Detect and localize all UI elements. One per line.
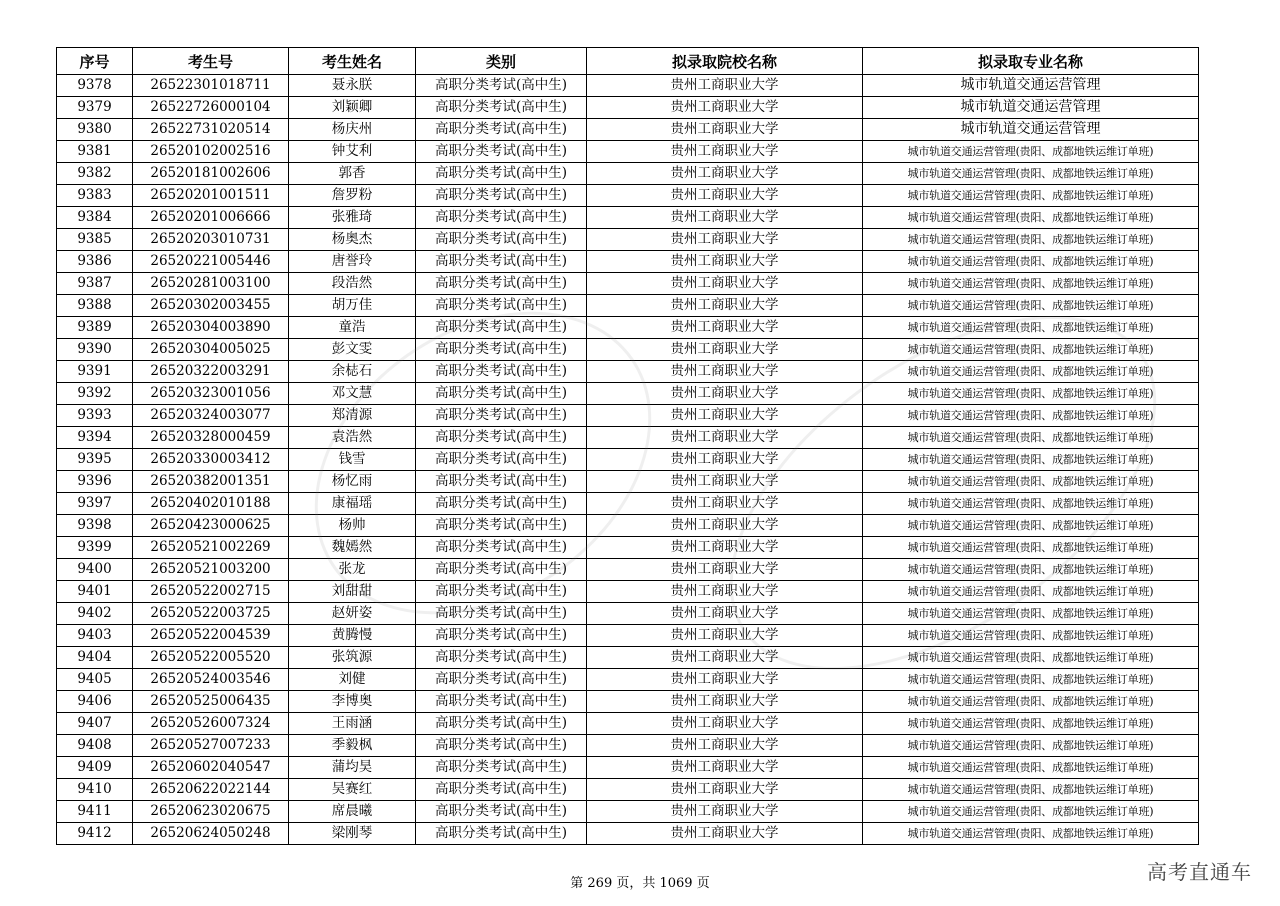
cell-school: 贵州工商职业大学 xyxy=(587,251,863,273)
cell-category: 高职分类考试(高中生) xyxy=(416,317,587,339)
cell-major: 城市轨道交通运营管理(贵阳、成都地铁运维订单班) xyxy=(863,493,1199,515)
cell-school: 贵州工商职业大学 xyxy=(587,273,863,295)
cell-school: 贵州工商职业大学 xyxy=(587,427,863,449)
table-row xyxy=(57,603,1199,625)
table-row xyxy=(57,801,1199,823)
cell-name: 魏嫣然 xyxy=(289,537,416,559)
cell-school: 贵州工商职业大学 xyxy=(587,185,863,207)
table-row xyxy=(57,669,1199,691)
cell-exam-id: 26520522004539 xyxy=(133,625,289,647)
cell-major: 城市轨道交通运营管理(贵阳、成都地铁运维订单班) xyxy=(863,427,1199,449)
cell-seq: 9402 xyxy=(57,603,133,625)
cell-seq: 9398 xyxy=(57,515,133,537)
cell-category: 高职分类考试(高中生) xyxy=(416,339,587,361)
table-row xyxy=(57,207,1199,229)
cell-seq: 9401 xyxy=(57,581,133,603)
cell-name: 席晨曦 xyxy=(289,801,416,823)
table-row xyxy=(57,75,1199,97)
cell-school: 贵州工商职业大学 xyxy=(587,779,863,801)
cell-seq: 9405 xyxy=(57,669,133,691)
header-school: 拟录取院校名称 xyxy=(587,48,863,75)
cell-category: 高职分类考试(高中生) xyxy=(416,383,587,405)
cell-school: 贵州工商职业大学 xyxy=(587,801,863,823)
cell-school: 贵州工商职业大学 xyxy=(587,317,863,339)
cell-major: 城市轨道交通运营管理(贵阳、成都地铁运维订单班) xyxy=(863,405,1199,427)
cell-major: 城市轨道交通运营管理(贵阳、成都地铁运维订单班) xyxy=(863,383,1199,405)
cell-major: 城市轨道交通运营管理(贵阳、成都地铁运维订单班) xyxy=(863,229,1199,251)
cell-major: 城市轨道交通运营管理 xyxy=(863,75,1199,97)
cell-school: 贵州工商职业大学 xyxy=(587,207,863,229)
cell-major: 城市轨道交通运营管理(贵阳、成都地铁运维订单班) xyxy=(863,669,1199,691)
cell-name: 李博奥 xyxy=(289,691,416,713)
cell-seq: 9403 xyxy=(57,625,133,647)
cell-exam-id: 26520521002269 xyxy=(133,537,289,559)
table-row xyxy=(57,493,1199,515)
cell-category: 高职分类考试(高中生) xyxy=(416,97,587,119)
cell-major: 城市轨道交通运营管理(贵阳、成都地铁运维订单班) xyxy=(863,295,1199,317)
cell-name: 张筑源 xyxy=(289,647,416,669)
cell-major: 城市轨道交通运营管理(贵阳、成都地铁运维订单班) xyxy=(863,581,1199,603)
cell-exam-id: 26520304003890 xyxy=(133,317,289,339)
cell-major: 城市轨道交通运营管理(贵阳、成都地铁运维订单班) xyxy=(863,361,1199,383)
cell-name: 刘健 xyxy=(289,669,416,691)
table-row xyxy=(57,273,1199,295)
table-row xyxy=(57,757,1199,779)
cell-exam-id: 26520302003455 xyxy=(133,295,289,317)
table-row xyxy=(57,405,1199,427)
cell-category: 高职分类考试(高中生) xyxy=(416,801,587,823)
admission-table-container xyxy=(56,47,1198,845)
cell-exam-id: 26520526007324 xyxy=(133,713,289,735)
cell-major: 城市轨道交通运营管理(贵阳、成都地铁运维订单班) xyxy=(863,559,1199,581)
cell-name: 彭文雯 xyxy=(289,339,416,361)
cell-name: 王雨涵 xyxy=(289,713,416,735)
cell-category: 高职分类考试(高中生) xyxy=(416,119,587,141)
cell-seq: 9380 xyxy=(57,119,133,141)
cell-seq: 9399 xyxy=(57,537,133,559)
cell-exam-id: 26520281003100 xyxy=(133,273,289,295)
cell-exam-id: 26520521003200 xyxy=(133,559,289,581)
table-row xyxy=(57,97,1199,119)
table-row xyxy=(57,581,1199,603)
cell-name: 郭香 xyxy=(289,163,416,185)
cell-name: 聂永朕 xyxy=(289,75,416,97)
cell-category: 高职分类考试(高中生) xyxy=(416,713,587,735)
cell-name: 杨奥杰 xyxy=(289,229,416,251)
cell-name: 袁浩然 xyxy=(289,427,416,449)
cell-school: 贵州工商职业大学 xyxy=(587,691,863,713)
table-row xyxy=(57,185,1199,207)
cell-seq: 9379 xyxy=(57,97,133,119)
cell-category: 高职分类考试(高中生) xyxy=(416,295,587,317)
cell-name: 张雅琦 xyxy=(289,207,416,229)
cell-exam-id: 26520330003412 xyxy=(133,449,289,471)
cell-exam-id: 26520402010188 xyxy=(133,493,289,515)
cell-category: 高职分类考试(高中生) xyxy=(416,691,587,713)
cell-category: 高职分类考试(高中生) xyxy=(416,559,587,581)
cell-major: 城市轨道交通运营管理(贵阳、成都地铁运维订单班) xyxy=(863,537,1199,559)
cell-school: 贵州工商职业大学 xyxy=(587,97,863,119)
cell-major: 城市轨道交通运营管理(贵阳、成都地铁运维订单班) xyxy=(863,801,1199,823)
page-footer: 第 269 页，共 1069 页 xyxy=(570,876,710,891)
cell-seq: 9383 xyxy=(57,185,133,207)
cell-school: 贵州工商职业大学 xyxy=(587,141,863,163)
cell-seq: 9393 xyxy=(57,405,133,427)
table-row xyxy=(57,361,1199,383)
table-row xyxy=(57,339,1199,361)
cell-name: 康福瑶 xyxy=(289,493,416,515)
cell-school: 贵州工商职业大学 xyxy=(587,647,863,669)
table-row xyxy=(57,449,1199,471)
cell-name: 胡万佳 xyxy=(289,295,416,317)
cell-school: 贵州工商职业大学 xyxy=(587,713,863,735)
cell-school: 贵州工商职业大学 xyxy=(587,295,863,317)
cell-exam-id: 26520221005446 xyxy=(133,251,289,273)
table-row xyxy=(57,471,1199,493)
cell-school: 贵州工商职业大学 xyxy=(587,119,863,141)
cell-category: 高职分类考试(高中生) xyxy=(416,647,587,669)
cell-school: 贵州工商职业大学 xyxy=(587,515,863,537)
cell-seq: 9395 xyxy=(57,449,133,471)
cell-name: 吴赛红 xyxy=(289,779,416,801)
cell-seq: 9384 xyxy=(57,207,133,229)
table-row xyxy=(57,647,1199,669)
cell-seq: 9382 xyxy=(57,163,133,185)
cell-category: 高职分类考试(高中生) xyxy=(416,361,587,383)
cell-seq: 9407 xyxy=(57,713,133,735)
cell-school: 贵州工商职业大学 xyxy=(587,625,863,647)
cell-name: 杨庆州 xyxy=(289,119,416,141)
table-row xyxy=(57,625,1199,647)
cell-major: 城市轨道交通运营管理(贵阳、成都地铁运维订单班) xyxy=(863,603,1199,625)
cell-exam-id: 26520624050248 xyxy=(133,823,289,845)
cell-major: 城市轨道交通运营管理(贵阳、成都地铁运维订单班) xyxy=(863,823,1199,845)
cell-exam-id: 26520201001511 xyxy=(133,185,289,207)
cell-category: 高职分类考试(高中生) xyxy=(416,625,587,647)
cell-name: 童浩 xyxy=(289,317,416,339)
cell-category: 高职分类考试(高中生) xyxy=(416,823,587,845)
cell-major: 城市轨道交通运营管理(贵阳、成都地铁运维订单班) xyxy=(863,207,1199,229)
cell-exam-id: 26520527007233 xyxy=(133,735,289,757)
table-row xyxy=(57,141,1199,163)
cell-seq: 9385 xyxy=(57,229,133,251)
table-row xyxy=(57,251,1199,273)
cell-exam-id: 26520102002516 xyxy=(133,141,289,163)
table-row xyxy=(57,713,1199,735)
table-row xyxy=(57,163,1199,185)
cell-exam-id: 26520323001056 xyxy=(133,383,289,405)
cell-school: 贵州工商职业大学 xyxy=(587,823,863,845)
cell-exam-id: 26520525006435 xyxy=(133,691,289,713)
cell-category: 高职分类考试(高中生) xyxy=(416,449,587,471)
table-header-row xyxy=(57,48,1199,75)
header-exam-id: 考生号 xyxy=(133,48,289,75)
cell-major: 城市轨道交通运营管理(贵阳、成都地铁运维订单班) xyxy=(863,515,1199,537)
cell-category: 高职分类考试(高中生) xyxy=(416,427,587,449)
cell-name: 钱雪 xyxy=(289,449,416,471)
cell-seq: 9386 xyxy=(57,251,133,273)
table-row xyxy=(57,735,1199,757)
cell-exam-id: 26522731020514 xyxy=(133,119,289,141)
cell-exam-id: 26520522002715 xyxy=(133,581,289,603)
admission-table xyxy=(56,47,1199,845)
table-row xyxy=(57,119,1199,141)
cell-major: 城市轨道交通运营管理(贵阳、成都地铁运维订单班) xyxy=(863,471,1199,493)
cell-major: 城市轨道交通运营管理(贵阳、成都地铁运维订单班) xyxy=(863,691,1199,713)
cell-name: 郑清源 xyxy=(289,405,416,427)
cell-seq: 9392 xyxy=(57,383,133,405)
cell-school: 贵州工商职业大学 xyxy=(587,735,863,757)
cell-category: 高职分类考试(高中生) xyxy=(416,537,587,559)
cell-exam-id: 26520322003291 xyxy=(133,361,289,383)
header-seq: 序号 xyxy=(57,48,133,75)
cell-major: 城市轨道交通运营管理(贵阳、成都地铁运维订单班) xyxy=(863,449,1199,471)
cell-name: 杨帅 xyxy=(289,515,416,537)
cell-major: 城市轨道交通运营管理(贵阳、成都地铁运维订单班) xyxy=(863,625,1199,647)
cell-name: 詹罗粉 xyxy=(289,185,416,207)
cell-school: 贵州工商职业大学 xyxy=(587,449,863,471)
cell-school: 贵州工商职业大学 xyxy=(587,163,863,185)
cell-major: 城市轨道交通运营管理(贵阳、成都地铁运维订单班) xyxy=(863,163,1199,185)
table-row xyxy=(57,823,1199,845)
cell-school: 贵州工商职业大学 xyxy=(587,471,863,493)
cell-exam-id: 26520622022144 xyxy=(133,779,289,801)
cell-category: 高职分类考试(高中生) xyxy=(416,163,587,185)
cell-school: 贵州工商职业大学 xyxy=(587,383,863,405)
table-row xyxy=(57,515,1199,537)
cell-seq: 9389 xyxy=(57,317,133,339)
cell-name: 段浩然 xyxy=(289,273,416,295)
cell-exam-id: 26520328000459 xyxy=(133,427,289,449)
table-row xyxy=(57,317,1199,339)
cell-category: 高职分类考试(高中生) xyxy=(416,757,587,779)
cell-major: 城市轨道交通运营管理(贵阳、成都地铁运维订单班) xyxy=(863,779,1199,801)
cell-seq: 9394 xyxy=(57,427,133,449)
cell-major: 城市轨道交通运营管理(贵阳、成都地铁运维订单班) xyxy=(863,141,1199,163)
table-row xyxy=(57,295,1199,317)
cell-seq: 9378 xyxy=(57,75,133,97)
cell-seq: 9400 xyxy=(57,559,133,581)
cell-school: 贵州工商职业大学 xyxy=(587,757,863,779)
cell-major: 城市轨道交通运营管理 xyxy=(863,119,1199,141)
cell-school: 贵州工商职业大学 xyxy=(587,669,863,691)
cell-exam-id: 26520524003546 xyxy=(133,669,289,691)
header-major: 拟录取专业名称 xyxy=(863,48,1199,75)
cell-seq: 9409 xyxy=(57,757,133,779)
cell-school: 贵州工商职业大学 xyxy=(587,361,863,383)
cell-category: 高职分类考试(高中生) xyxy=(416,229,587,251)
cell-major: 城市轨道交通运营管理(贵阳、成都地铁运维订单班) xyxy=(863,647,1199,669)
cell-school: 贵州工商职业大学 xyxy=(587,339,863,361)
cell-seq: 9387 xyxy=(57,273,133,295)
cell-category: 高职分类考试(高中生) xyxy=(416,603,587,625)
cell-school: 贵州工商职业大学 xyxy=(587,581,863,603)
cell-exam-id: 26520522003725 xyxy=(133,603,289,625)
cell-name: 梁刚琴 xyxy=(289,823,416,845)
cell-major: 城市轨道交通运营管理(贵阳、成都地铁运维订单班) xyxy=(863,735,1199,757)
cell-exam-id: 26520181002606 xyxy=(133,163,289,185)
cell-seq: 9412 xyxy=(57,823,133,845)
table-row xyxy=(57,427,1199,449)
table-row xyxy=(57,779,1199,801)
table-row xyxy=(57,691,1199,713)
cell-category: 高职分类考试(高中生) xyxy=(416,493,587,515)
cell-seq: 9390 xyxy=(57,339,133,361)
cell-major: 城市轨道交通运营管理(贵阳、成都地铁运维订单班) xyxy=(863,317,1199,339)
cell-school: 贵州工商职业大学 xyxy=(587,537,863,559)
cell-school: 贵州工商职业大学 xyxy=(587,229,863,251)
cell-major: 城市轨道交通运营管理(贵阳、成都地铁运维订单班) xyxy=(863,757,1199,779)
cell-name: 唐誉玲 xyxy=(289,251,416,273)
cell-category: 高职分类考试(高中生) xyxy=(416,669,587,691)
cell-exam-id: 26520522005520 xyxy=(133,647,289,669)
cell-exam-id: 26522726000104 xyxy=(133,97,289,119)
cell-name: 杨忆雨 xyxy=(289,471,416,493)
cell-seq: 9411 xyxy=(57,801,133,823)
cell-name: 蒲均昊 xyxy=(289,757,416,779)
table-row xyxy=(57,229,1199,251)
cell-name: 邓文慧 xyxy=(289,383,416,405)
cell-category: 高职分类考试(高中生) xyxy=(416,207,587,229)
table-row xyxy=(57,537,1199,559)
cell-name: 黄腾慢 xyxy=(289,625,416,647)
cell-seq: 9406 xyxy=(57,691,133,713)
cell-major: 城市轨道交通运营管理(贵阳、成都地铁运维订单班) xyxy=(863,339,1199,361)
cell-category: 高职分类考试(高中生) xyxy=(416,185,587,207)
cell-exam-id: 26520324003077 xyxy=(133,405,289,427)
cell-seq: 9381 xyxy=(57,141,133,163)
cell-name: 张龙 xyxy=(289,559,416,581)
cell-major: 城市轨道交通运营管理(贵阳、成都地铁运维订单班) xyxy=(863,185,1199,207)
cell-school: 贵州工商职业大学 xyxy=(587,559,863,581)
cell-major: 城市轨道交通运营管理 xyxy=(863,97,1199,119)
cell-seq: 9388 xyxy=(57,295,133,317)
cell-major: 城市轨道交通运营管理(贵阳、成都地铁运维订单班) xyxy=(863,713,1199,735)
cell-category: 高职分类考试(高中生) xyxy=(416,779,587,801)
cell-name: 余梽石 xyxy=(289,361,416,383)
brand-watermark-text: 高考直通车 xyxy=(1147,860,1252,884)
cell-exam-id: 26520623020675 xyxy=(133,801,289,823)
cell-exam-id: 26520203010731 xyxy=(133,229,289,251)
cell-exam-id: 26522301018711 xyxy=(133,75,289,97)
cell-seq: 9408 xyxy=(57,735,133,757)
cell-seq: 9391 xyxy=(57,361,133,383)
cell-category: 高职分类考试(高中生) xyxy=(416,141,587,163)
cell-school: 贵州工商职业大学 xyxy=(587,75,863,97)
table-row xyxy=(57,383,1199,405)
cell-category: 高职分类考试(高中生) xyxy=(416,251,587,273)
header-category: 类别 xyxy=(416,48,587,75)
cell-category: 高职分类考试(高中生) xyxy=(416,405,587,427)
cell-exam-id: 26520382001351 xyxy=(133,471,289,493)
cell-seq: 9396 xyxy=(57,471,133,493)
cell-major: 城市轨道交通运营管理(贵阳、成都地铁运维订单班) xyxy=(863,273,1199,295)
cell-name: 钟艾利 xyxy=(289,141,416,163)
cell-seq: 9397 xyxy=(57,493,133,515)
cell-exam-id: 26520304005025 xyxy=(133,339,289,361)
cell-name: 刘甜甜 xyxy=(289,581,416,603)
cell-category: 高职分类考试(高中生) xyxy=(416,735,587,757)
cell-exam-id: 26520201006666 xyxy=(133,207,289,229)
cell-category: 高职分类考试(高中生) xyxy=(416,581,587,603)
cell-exam-id: 26520423000625 xyxy=(133,515,289,537)
cell-seq: 9410 xyxy=(57,779,133,801)
cell-seq: 9404 xyxy=(57,647,133,669)
cell-category: 高职分类考试(高中生) xyxy=(416,515,587,537)
cell-category: 高职分类考试(高中生) xyxy=(416,471,587,493)
cell-name: 刘颖卿 xyxy=(289,97,416,119)
cell-name: 季毅枫 xyxy=(289,735,416,757)
cell-school: 贵州工商职业大学 xyxy=(587,405,863,427)
cell-name: 赵妍姿 xyxy=(289,603,416,625)
cell-school: 贵州工商职业大学 xyxy=(587,493,863,515)
cell-school: 贵州工商职业大学 xyxy=(587,603,863,625)
cell-exam-id: 26520602040547 xyxy=(133,757,289,779)
cell-major: 城市轨道交通运营管理(贵阳、成都地铁运维订单班) xyxy=(863,251,1199,273)
cell-category: 高职分类考试(高中生) xyxy=(416,273,587,295)
header-name: 考生姓名 xyxy=(289,48,416,75)
cell-category: 高职分类考试(高中生) xyxy=(416,75,587,97)
table-row xyxy=(57,559,1199,581)
